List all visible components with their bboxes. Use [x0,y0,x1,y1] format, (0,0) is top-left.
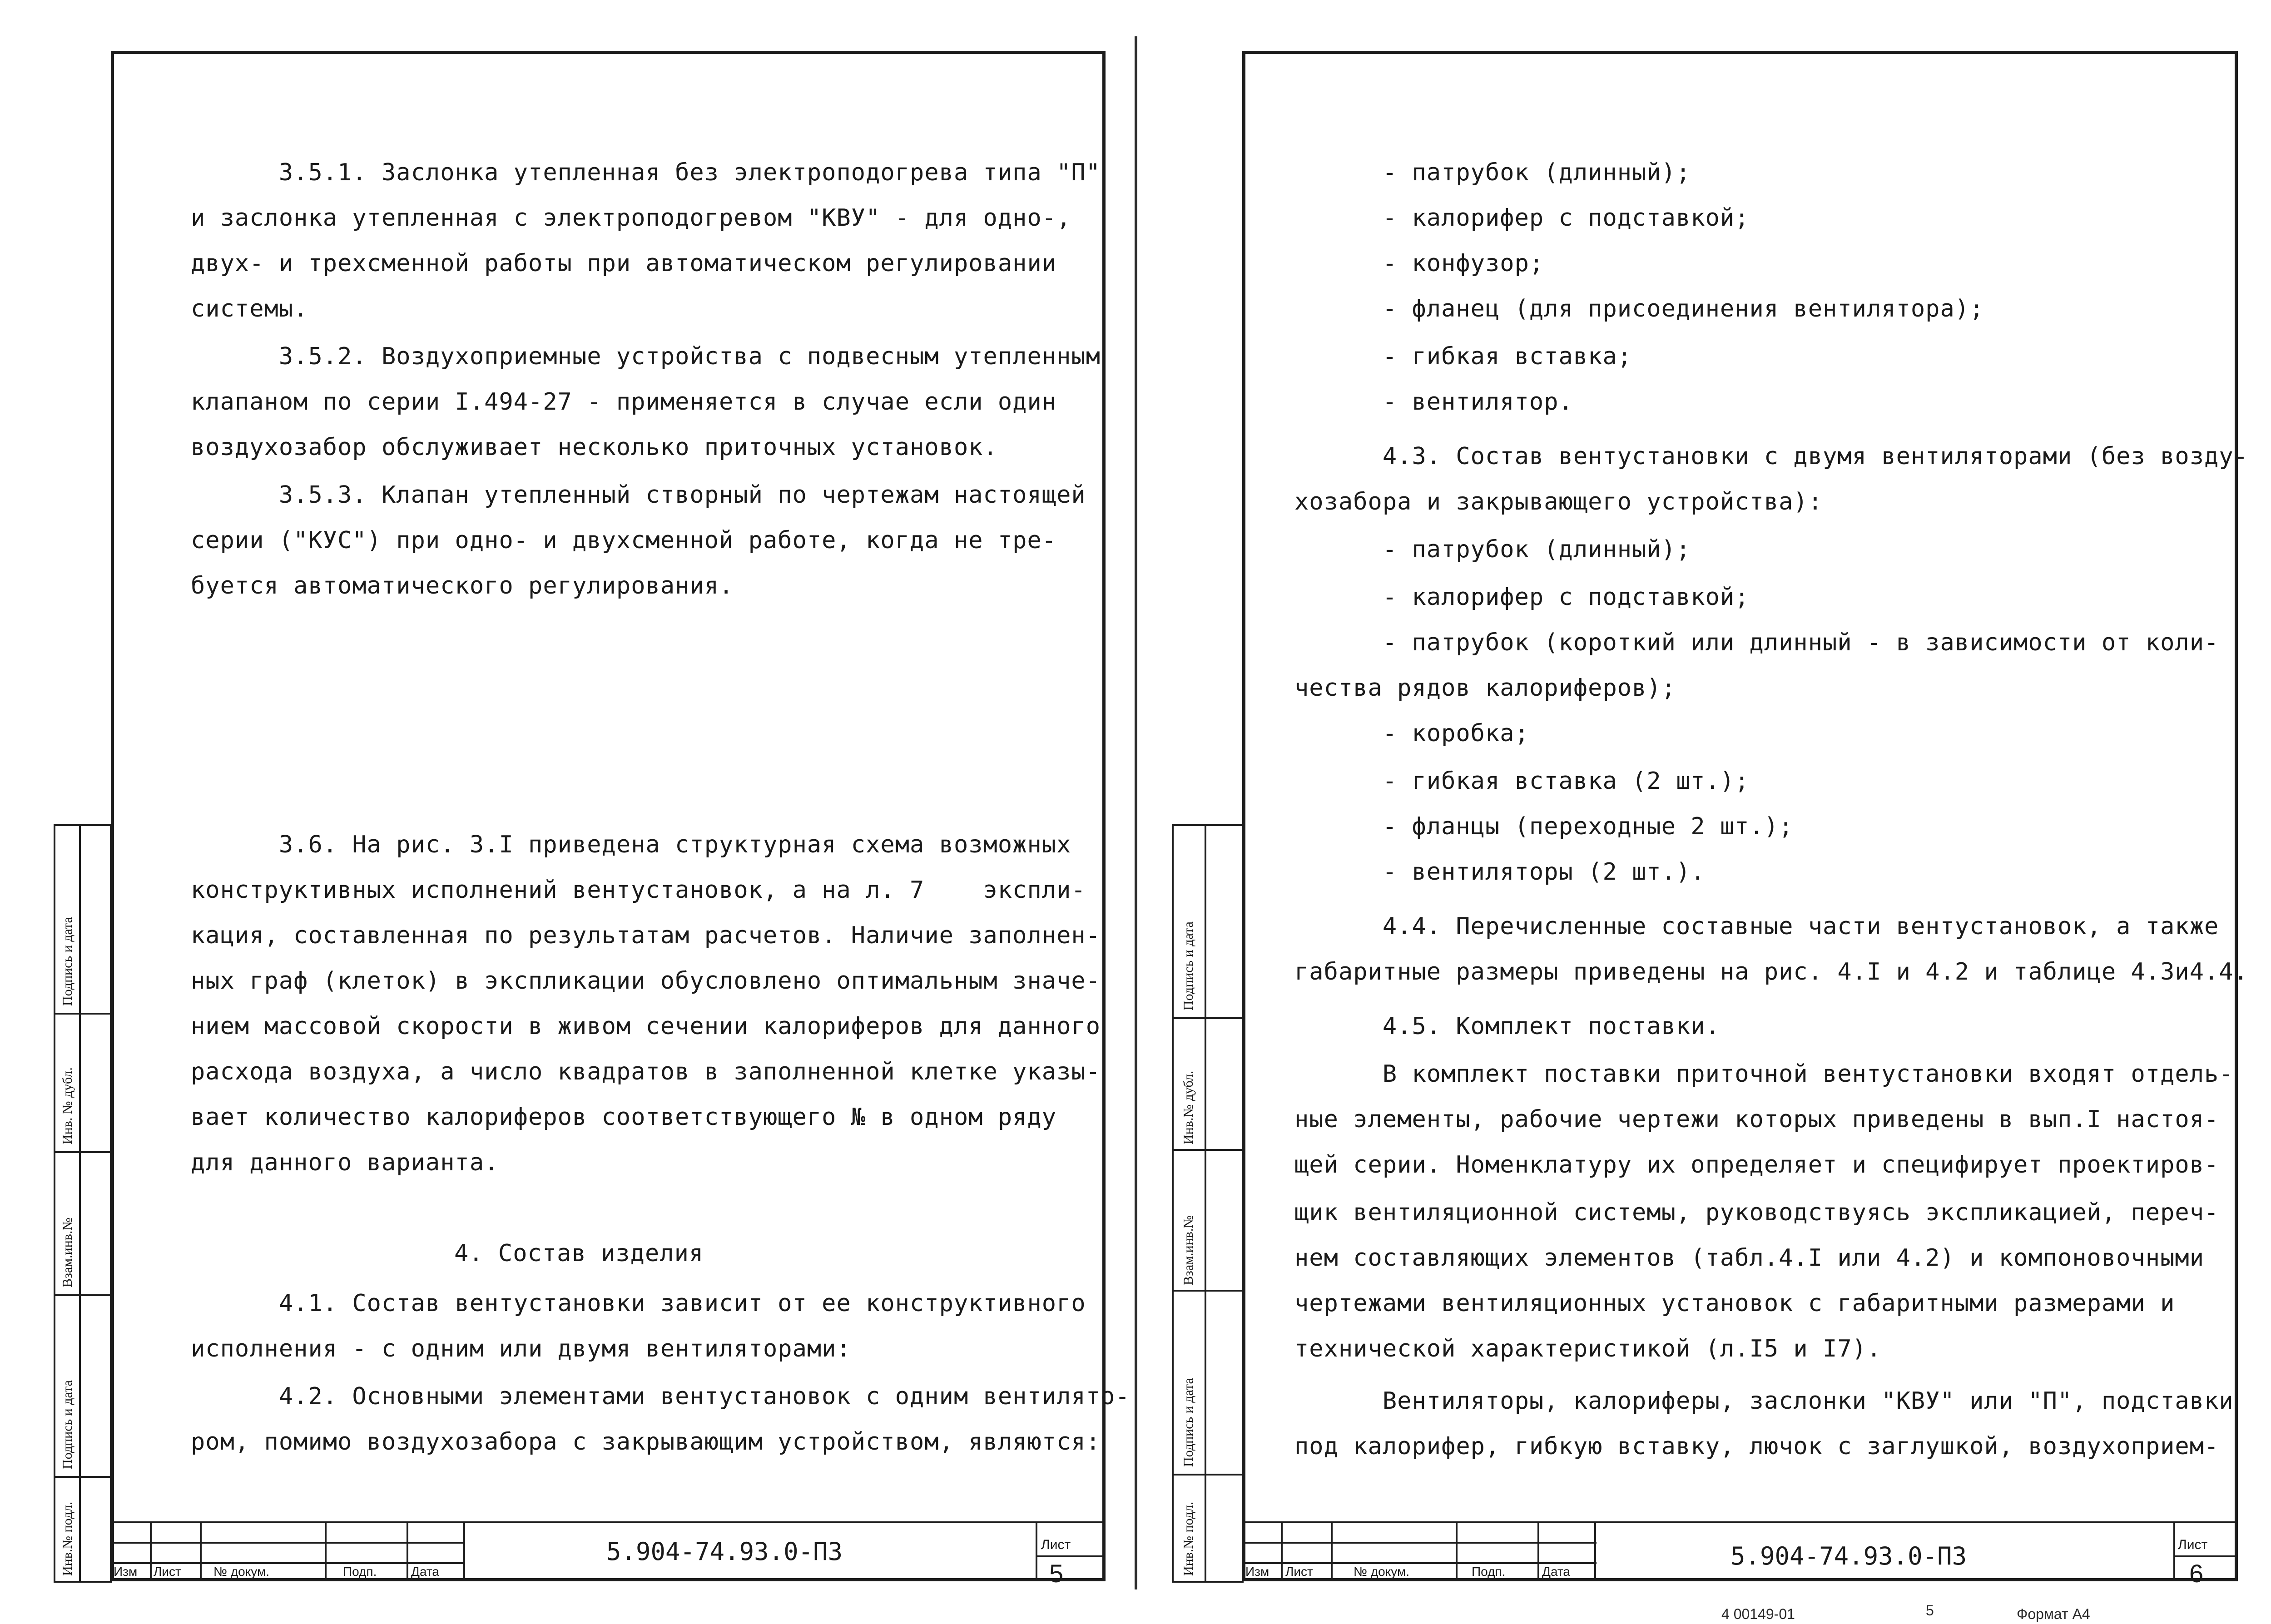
left-sheet-number: 5 [1049,1559,1064,1588]
left-stamp-date: Дата [411,1565,440,1579]
left-stamp-col-2 [200,1521,202,1581]
right-page-text-line: - калорифер с подставкой; [1294,584,1750,611]
left-strip-rule-4 [54,1476,112,1478]
left-page-text-line: системы. [191,295,308,322]
left-page-text-line: буется автоматического регулирования. [191,572,734,599]
center-divider [1135,36,1137,1589]
right-page-text-line: - калорифер с подставкой; [1294,204,1750,232]
right-page-text-line: технической характеристикой (л.I5 и I7). [1294,1335,1882,1362]
left-stamp-rule-a [111,1542,465,1544]
right-page-text-line: габаритные размеры приведены на рис. 4.I и 4.2 и таблице 4.3и4.4. [1294,958,2248,985]
left-sheet-word: Лист [1041,1537,1071,1552]
left-stamp-rule-b [111,1562,465,1564]
right-stamp-rule-a [1242,1542,1597,1544]
left-page-text-line: вает количество калориферов соответствующего № в одном ряду [191,1104,1057,1131]
right-page-text-line: - патрубок (короткий или длинный - в зависимости от коли- [1294,629,2219,656]
right-sheet-number: 6 [2189,1559,2204,1588]
left-page-text-line: серии ("КУС") при одно- и двухсменной работе, когда не тре- [191,527,1057,554]
section-heading: 4. Состав изделия [454,1240,704,1267]
right-stamp-date: Дата [1542,1565,1571,1579]
left-page-text-line: воздухозабор обслуживает несколько приточных установок. [191,434,998,461]
left-stamp-doc: № докум. [213,1565,270,1579]
right-page-text-line: 4.3. Состав вентустановки с двумя вентиляторами (без возду- [1294,443,2248,470]
right-strip-label-3: Взам.инв.№ [1181,1215,1196,1285]
format-label: Формат А4 [2017,1606,2090,1622]
left-page-text-line: расхода воздуха, а число квадратов в заполненной клетке указы- [191,1058,1101,1085]
right-stamp-col-5 [1594,1521,1596,1581]
right-page-text-line: - патрубок (длинный); [1294,536,1691,563]
left-stamp-col-1 [150,1521,152,1581]
right-stamp-list: Лист [1285,1565,1313,1579]
right-page-text-line: нем составляющих элементов (табл.4.I или 4.2) и компоновочными [1294,1244,2205,1272]
left-page-text-line: двух- и трехсменной работы при автоматическом регулировании [191,250,1057,277]
right-stamp-top-rule [1242,1521,2238,1523]
left-page-text-line: исполнения - с одним или двумя вентиляторами: [191,1335,851,1362]
left-page-text-line: для данного варианта. [191,1149,499,1176]
left-stamp-sign: Подп. [343,1565,377,1579]
footer-page-number: 5 [1926,1602,1934,1619]
left-strip-rule-1 [54,1013,112,1015]
left-page-text-line: 3.6. На рис. 3.I приведена структурная схема возможных [191,831,1071,858]
right-strip-rule-2 [1172,1149,1244,1151]
right-strip-rule-1 [1172,1017,1244,1019]
left-stamp-col-5 [463,1521,465,1581]
right-stamp-col-6 [2173,1521,2175,1581]
left-stamp-izm: Изм [114,1565,138,1579]
right-stamp-sign: Подп. [1472,1565,1506,1579]
left-stamp-top-rule [111,1521,1106,1523]
right-strip-label-2: Инв.№ дубл. [1181,1070,1196,1144]
left-page-text-line: ных граф (клеток) в экспликации обусловлено оптимальным значе- [191,967,1101,995]
right-stamp-col-2 [1331,1521,1333,1581]
right-document-code: 5.904-74.93.0-ПЗ [1731,1542,1967,1570]
right-stamp-doc: № докум. [1354,1565,1410,1579]
left-stamp-col-3 [325,1521,327,1581]
left-page-text-line: конструктивных исполнений вентустановок, а на л. 7 экспли- [191,876,1086,904]
left-stamp-list: Лист [154,1565,181,1579]
right-stamp-col-3 [1456,1521,1458,1581]
right-page-text-line: - вентилятор. [1294,388,1573,416]
right-page-text-line: ные элементы, рабочие чертежи которых приведены в вып.I настоя- [1294,1106,2219,1133]
right-sheet-word: Лист [2178,1537,2208,1552]
left-page-text-line: ром, помимо воздухозабора с закрывающим устройством, являются: [191,1428,1101,1456]
right-stamp-izm: Изм [1245,1565,1269,1579]
right-page-text-line: - гибкая вставка; [1294,343,1632,370]
right-strip-label-4: Подпись и дата [1181,1378,1196,1467]
archive-number: 4 00149-01 [1721,1606,1795,1622]
left-stamp-col-4 [407,1521,408,1581]
left-strip-label-5: Инв.№ подл. [60,1501,75,1576]
right-page-text-line: хозабора и закрывающего устройства): [1294,488,1823,515]
left-page-text-line: 3.5.2. Воздухоприемные устройства с подвесным утепленным [191,343,1101,370]
right-page-text-line: - фланцы (переходные 2 шт.); [1294,813,1794,840]
right-strip-label-1: Подпись и дата [1181,921,1196,1010]
right-stamp-col-4 [1537,1521,1539,1581]
left-page-text-line: и заслонка утепленная с электроподогревом "КВУ" - для одно-, [191,204,1071,232]
right-page-text-line: щик вентиляционной системы, руководствуясь экспликацией, переч- [1294,1199,2219,1226]
right-stamp-rule-b [1242,1562,1597,1564]
left-strip-label-3: Взам.инв.№ [60,1217,75,1287]
right-stamp-sheet-rule [2173,1555,2238,1557]
left-stamp-col-6 [1036,1521,1037,1581]
left-page-text-line: 3.5.3. Клапан утепленный створный по чертежам настоящей [191,481,1086,509]
left-strip-label-4: Подпись и дата [60,1380,75,1469]
right-page-text-line: чертежами вентиляционных установок с габаритными размерами и [1294,1290,2175,1317]
right-strip-rule-3 [1172,1290,1244,1292]
right-page-text-line: 4.4. Перечисленные составные части вентустановок, а также [1294,913,2219,940]
right-page-text-line: - конфузор; [1294,250,1544,277]
right-page-text-line: чества рядов калориферов); [1294,674,1676,702]
left-page-text-line: клапаном по серии I.494-27 - применяется в случае если один [191,388,1057,416]
right-page-text-line: - вентиляторы (2 шт.). [1294,858,1706,886]
left-stamp-sheet-rule [1036,1555,1106,1557]
left-page-text-line: 4.2. Основными элементами вентустановок с одним вентилято- [191,1383,1130,1410]
right-page-text-line: - гибкая вставка (2 шт.); [1294,767,1750,795]
right-stamp-col-1 [1281,1521,1283,1581]
right-page-text-line: - фланец (для присоединения вентилятора); [1294,295,1984,322]
left-page-text-line: 4.1. Состав вентустановки зависит от ее конструктивного [191,1290,1086,1317]
right-page-text-line: щей серии. Номенклатуру их определяет и специфирует проектиров- [1294,1151,2219,1178]
right-page-text-line: под калорифер, гибкую вставку, лючок с заглушкой, воздухоприем- [1294,1433,2219,1460]
right-page-text-line: 4.5. Комплект поставки. [1294,1013,1720,1040]
left-page-text-line: 3.5.1. Заслонка утепленная без электроподогрева типа "П" [191,159,1101,186]
left-strip-rule-3 [54,1294,112,1296]
right-page-text-line: - коробка; [1294,720,1529,747]
right-strip-rule-4 [1172,1474,1244,1475]
left-document-code: 5.904-74.93.0-ПЗ [606,1537,843,1566]
left-page-text-line: кация, составленная по результатам расчетов. Наличие заполнен- [191,922,1101,949]
left-strip-label-1: Подпись и дата [60,917,75,1006]
left-strip-rule-2 [54,1151,112,1153]
right-page-text-line: Вентиляторы, калориферы, заслонки "КВУ" или "П", подставки [1294,1387,2234,1415]
left-strip-label-2: Инв. № дубл. [60,1067,75,1144]
right-page-text-line: - патрубок (длинный); [1294,159,1691,186]
left-page-text-line: нием массовой скорости в живом сечении калориферов для данного [191,1013,1101,1040]
right-page-text-line: В комплект поставки приточной вентустановки входят отдель- [1294,1060,2234,1088]
right-strip-label-5: Инв.№ подл. [1181,1501,1196,1576]
